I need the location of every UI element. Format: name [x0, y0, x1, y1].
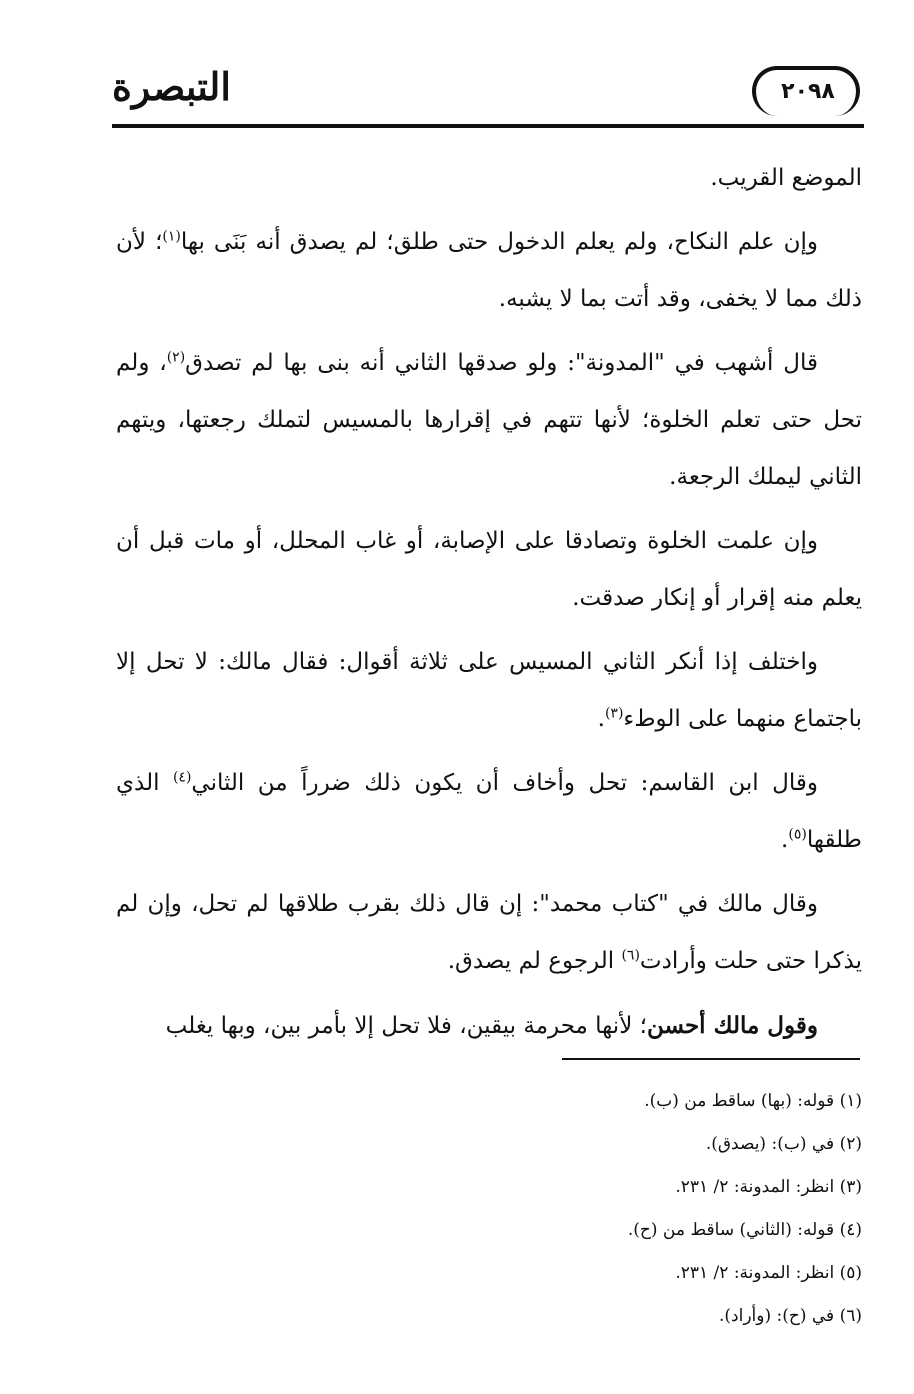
paragraph-text: وقال مالك في "كتاب محمد": إن قال ذلك بقرب طلاقها لم تحل، وإن لم يذكرا حتى حلت وأرادت	[116, 891, 862, 974]
footnote: (٢) في (ب): (يصدق).	[705, 1134, 862, 1154]
main-text	[116, 150, 862, 1062]
header-rule	[112, 124, 864, 128]
footnote-marker: (٦)	[621, 947, 640, 964]
paragraph-bold-text: وقول مالك أحسن	[646, 1012, 818, 1039]
footnote: (٥) انظر: المدونة: ٢/ ٢٣١.	[675, 1263, 862, 1283]
paragraph	[116, 634, 862, 748]
paragraph-text: .	[597, 706, 605, 732]
page-header	[112, 58, 864, 134]
paragraph	[116, 997, 862, 1055]
paragraph-text: الرجوع لم يصدق.	[447, 948, 622, 974]
paragraph-text: ؛ لأن ذلك مما لا يخفى، وقد أتت بما لا يشبه.	[116, 229, 862, 312]
paragraph	[116, 150, 862, 207]
footnote: (٤) قوله: (الثاني) ساقط من (ح).	[627, 1220, 862, 1240]
paragraph	[116, 755, 862, 869]
paragraph	[116, 214, 862, 328]
paragraph-text: واختلف إذا أنكر الثاني المسيس على ثلاثة أقوال: فقال مالك: لا تحل إلا باجتماع منهما على الوطء	[116, 649, 862, 732]
paragraph-text: الذي طلقها	[116, 770, 862, 853]
paragraph	[116, 513, 862, 627]
paragraph-text: قال أشهب في "المدونة": ولو صدقها الثاني أنه بنى بها لم تصدق	[185, 350, 818, 376]
book-title: التبصرة	[112, 64, 231, 109]
paragraph-text: ، ولم تحل حتى تعلم الخلوة؛ لأنها تتهم في إقرارها بالمسيس لتملك رجعتها، ويتهم الثاني ليملك الرجعة.	[116, 350, 862, 490]
footnote: (٦) في (ح): (وأراد).	[719, 1306, 862, 1326]
footnote-marker: (٥)	[788, 826, 807, 843]
footnote-separator	[562, 1058, 860, 1060]
footnotes	[300, 1080, 862, 1338]
paragraph-text: وإن علمت الخلوة وتصادقا على الإصابة، أو غاب المحلل، أو مات قبل أن يعلم منه إقرار أو إنكار صدقت.	[116, 528, 862, 611]
paragraph	[116, 335, 862, 506]
footnote: (١) قوله: (بها) ساقط من (ب).	[644, 1091, 862, 1111]
footnote: (٣) انظر: المدونة: ٢/ ٢٣١.	[675, 1177, 862, 1197]
page-number: ٢٠٩٨	[781, 79, 835, 104]
footnote-marker: (٢)	[166, 349, 186, 366]
paragraph-text: الموضع القريب.	[710, 165, 862, 191]
paragraph-text: وإن علم النكاح، ولم يعلم الدخول حتى طلق؛ لم يصدق أنه بَنَى بها	[180, 229, 819, 255]
paragraph-text: ؛ لأنها محرمة بيقين، فلا تحل إلا بأمر بين، وبها يغلب	[165, 1013, 647, 1039]
footnote-marker: (٣)	[604, 705, 624, 722]
paragraph-text: .	[781, 827, 789, 853]
paragraph-text: وقال ابن القاسم: تحل وأخاف أن يكون ذلك ضرراً من الثاني	[191, 770, 818, 796]
paragraph	[116, 876, 862, 990]
footnote-marker: (٤)	[172, 769, 192, 786]
footnote-marker: (١)	[162, 228, 181, 245]
